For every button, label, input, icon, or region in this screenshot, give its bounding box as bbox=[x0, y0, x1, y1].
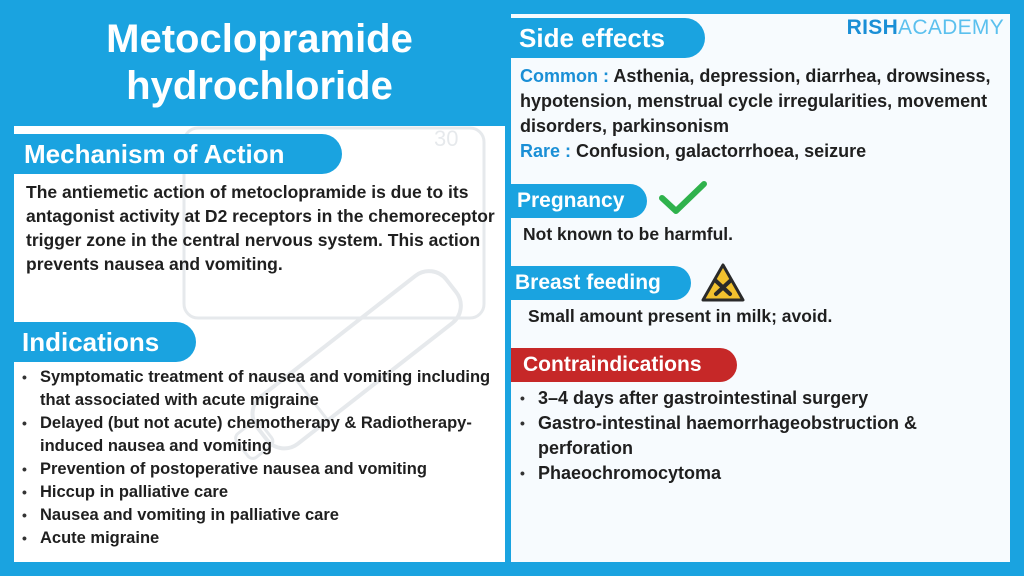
logo-light: ACADEMY bbox=[898, 16, 1004, 39]
list-item: • Acute migraine bbox=[14, 527, 499, 550]
pregnancy-text: Not known to be harmful. bbox=[523, 224, 733, 244]
checkmark-icon bbox=[658, 180, 708, 216]
list-item: • Hiccup in palliative care bbox=[14, 481, 499, 504]
breast-feeding-heading: Breast feeding bbox=[511, 266, 691, 300]
list-item: • Nausea and vomiting in palliative care bbox=[14, 504, 499, 527]
list-item: • Phaeochromocytoma bbox=[512, 461, 1002, 486]
breast-feeding-text: Small amount present in milk; avoid. bbox=[528, 306, 833, 326]
contraindications-heading: Contraindications bbox=[511, 348, 737, 382]
common-text: Asthenia, depression, diarrhea, drowsiness, hypotension, menstrual cycle irregularities, movement disorders, parkinsonism bbox=[520, 66, 991, 136]
list-item: • Gastro-intestinal haemorrhageobstruction & perforation bbox=[512, 411, 1002, 461]
list-item: • Delayed (but not acute) chemotherapy & Radiotherapy-induced nausea and vomiting bbox=[14, 412, 499, 458]
list-item: • Prevention of postoperative nausea and vomiting bbox=[14, 458, 499, 481]
page-title: Metoclopramide hydrochloride bbox=[106, 17, 413, 108]
side-effects-text bbox=[520, 64, 1008, 164]
pregnancy-heading: Pregnancy bbox=[511, 184, 647, 218]
contraindications-list bbox=[512, 386, 1002, 486]
indications-heading: Indications bbox=[14, 322, 196, 362]
svg-text:30: 30 bbox=[434, 126, 459, 151]
rare-text: Confusion, galactorrhoea, seizure bbox=[576, 141, 867, 161]
caution-icon bbox=[700, 262, 746, 304]
list-item: • Symptomatic treatment of nausea and vomiting including that associated with acute migraine bbox=[14, 366, 499, 412]
rare-label: Rare : bbox=[520, 141, 572, 161]
side-effects-heading: Side effects bbox=[511, 18, 705, 58]
mechanism-text: The antiemetic action of metoclopramide is due to its antagonist activity at D2 receptors in the chemoreceptor trigger zone in the central nervous system. This action prevents nausea and vomiting. bbox=[26, 182, 495, 274]
list-item: • 3–4 days after gastrointestinal surgery bbox=[512, 386, 1002, 411]
mechanism-heading: Mechanism of Action bbox=[14, 134, 342, 174]
common-label: Common : bbox=[520, 66, 609, 86]
logo-bold: RISH bbox=[846, 16, 899, 39]
indications-list bbox=[14, 366, 499, 550]
brand-logo bbox=[847, 16, 1004, 40]
